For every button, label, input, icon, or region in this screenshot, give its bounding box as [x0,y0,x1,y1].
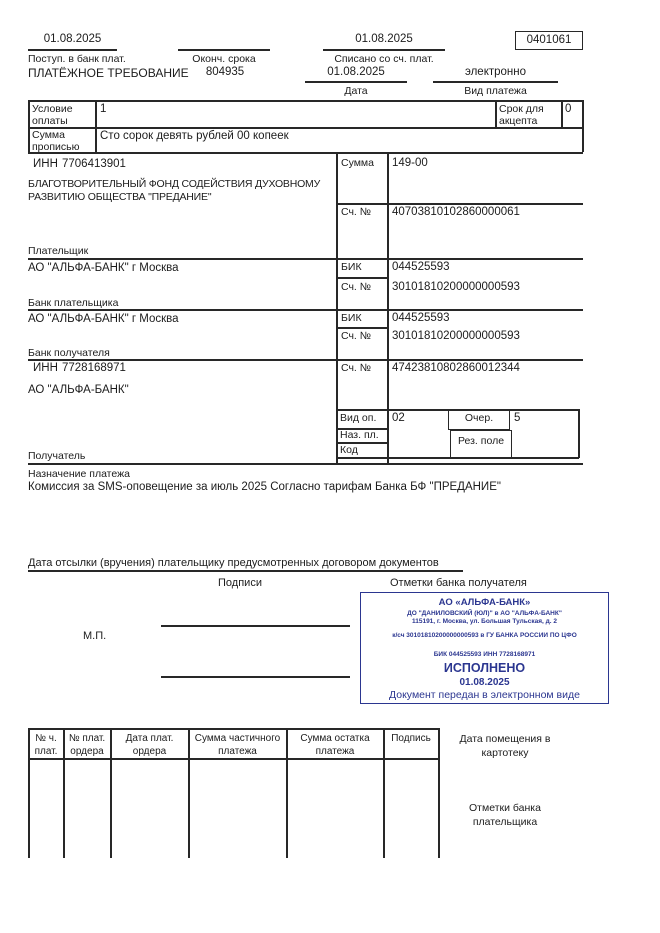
card-index-label: Дата помещения в картотеку [459,733,551,760]
payer-inn: 7706413901 [62,158,126,170]
code-label: Код [340,444,358,456]
payee-bank-marks-label: Отметки банка получателя [390,577,527,589]
divider [561,100,563,127]
stamp-bik-inn: БИК 044525593 ИНН 7728168971 [433,651,536,658]
stamp-address: 115191, г. Москва, ул. Большая Тульская, д. 2 [411,618,558,625]
stamp-status-date: 01.08.2025 [459,677,510,688]
divider [578,409,580,458]
signature-line [161,676,350,678]
queue-label: Очер. [464,412,494,424]
divider [305,81,407,83]
date-label: Дата [344,85,368,97]
received-in-bank-date: 01.08.2025 [43,33,102,45]
payee-bank-bik-label: БИК [341,312,362,324]
document-date: 01.08.2025 [327,66,385,78]
queue-value: 5 [514,412,521,424]
purpose-code-label: Наз. пл. [340,429,379,441]
payee-bank-account: 30101810200000000593 [392,330,520,342]
document-number: 804935 [205,66,245,78]
ptable-header-partial-number: № ч. плат. [34,733,58,757]
divider [28,152,583,154]
amount-in-words-label: Сумма прописью [32,129,80,154]
term-end-label: Оконч. срока [192,53,256,65]
payer-bank-account-label: Сч. № [341,281,372,293]
accept-term-value: 0 [565,103,572,115]
payer-bank-bik-label: БИК [341,261,362,273]
payment-kind-label: Вид платежа [464,85,527,97]
payer-bank-name: АО "АЛЬФА-БАНК" г Москва [28,262,179,274]
divider [28,570,463,572]
ptable-header-partial-sum: Сумма частичного платежа [194,733,281,757]
payer-account-label: Сч. № [341,206,372,218]
divider [495,100,497,127]
payee-bank-name: АО "АЛЬФА-БАНК" г Москва [28,313,179,325]
payee-section-label: Получатель [28,450,86,462]
signatures-label: Подписи [218,577,262,589]
stamp-branch: ДО "ДАНИЛОВСКИЙ (ЮЛ)" в АО "АЛЬФА-БАНК" [407,610,562,617]
amount-in-words: Сто сорок девять рублей 00 копеек [100,130,289,142]
payee-account-label: Сч. № [341,362,372,374]
sum-value: 149-00 [392,157,428,169]
debited-from-account-label: Списано со сч. плат. [334,53,434,65]
divider [95,100,97,152]
payer-bank-bik: 044525593 [392,261,450,273]
divider [28,127,583,129]
divider [323,49,445,51]
payment-condition-value: 1 [100,103,107,115]
ptable-header-signature: Подпись [391,733,431,744]
divider [28,100,583,102]
accept-term-label: Срок для акцепта [499,103,544,128]
payment-purpose-text: Комиссия за SMS-оповещение за июль 2025 Согласно тарифам Банка БФ "ПРЕДАНИЕ" [28,481,501,493]
divider [28,758,440,760]
payee-account: 47423810802860012344 [392,362,520,374]
payee-bank-section-label: Банк получателя [28,347,110,359]
payee-name: АО "АЛЬФА-БАНК" [28,384,129,396]
payer-bank-section-label: Банк плательщика [28,297,119,309]
op-kind-value: 02 [392,412,405,424]
payer-section-label: Плательщик [28,245,89,257]
stamp-place-label: М.П. [83,630,107,642]
payer-name: БЛАГОТВОРИТЕЛЬНЫЙ ФОНД СОДЕЙСТВИЯ ДУХОВНОМУ РАЗВИТИЮ ОБЩЕСТВА "ПРЕДАНИЕ" [28,178,321,204]
op-kind-label: Вид оп. [340,412,377,424]
stamp-status: ИСПОЛНЕНО [443,661,526,675]
stamp-bank-name: АО «АЛЬФА-БАНК» [438,597,531,608]
payee-inn: 7728168971 [62,362,126,374]
divider [582,100,584,152]
payee-inn-label: ИНН [33,362,58,374]
payment-condition-label: Условие оплаты [32,103,73,128]
ptable-header-rest-sum: Сумма остатка платежа [300,733,370,757]
divider [387,152,389,463]
divider [336,203,583,205]
divider [28,49,117,51]
reserve-field-label: Рез. поле [457,435,505,447]
signature-line [161,625,350,627]
divider [433,81,558,83]
sum-label: Сумма [341,157,374,169]
ptable-header-order-number: № плат. ордера [68,733,106,757]
divider [336,327,388,329]
form-code: 0401061 [526,34,572,46]
divider [336,277,388,279]
stamp-note: Документ передан в электронном виде [389,689,580,701]
ptable-header-order-date: Дата плат. ордера [125,733,174,757]
payer-bank-account: 30101810200000000593 [392,281,520,293]
divider [28,258,583,260]
received-in-bank-label: Поступ. в банк плат. [28,53,126,65]
payee-bank-account-label: Сч. № [341,330,372,342]
debited-from-account-date: 01.08.2025 [355,33,413,45]
stamp-corr-account: к/сч 30101810200000000593 в ГУ БАНКА РОССИИ ПО ЦФО [392,632,577,639]
divider [178,49,270,51]
docs-sent-label: Дата отсылки (вручения) плательщику предусмотренных договором документов [28,557,439,569]
divider [28,728,440,730]
divider [28,359,583,361]
payee-bank-bik: 044525593 [392,312,450,324]
divider [28,309,583,311]
divider [28,463,583,465]
divider [336,152,338,463]
divider [383,728,385,858]
divider [28,100,30,152]
payer-bank-marks-label: Отметки банка плательщика [469,802,541,829]
payment-kind-value: электронно [464,66,527,78]
payer-account: 40703810102860000061 [392,206,520,218]
payer-inn-label: ИНН [33,158,58,170]
payment-purpose-label: Назначение платежа [28,468,130,480]
document-title: ПЛАТЁЖНОЕ ТРЕБОВАНИЕ [28,66,189,80]
